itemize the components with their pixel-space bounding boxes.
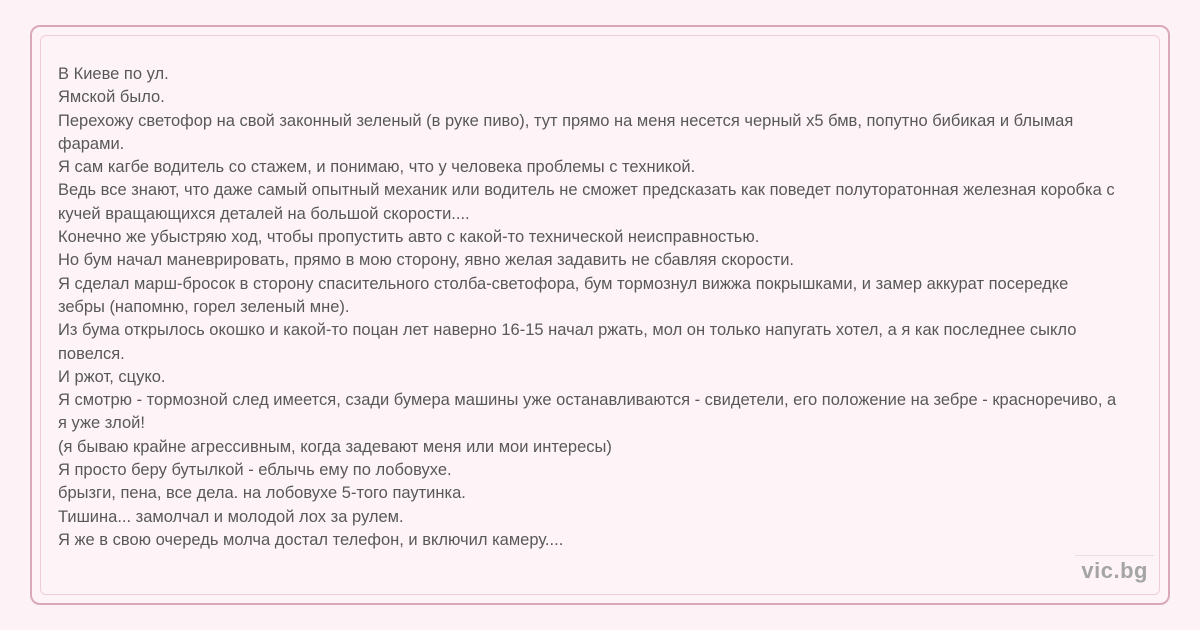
story-text: [58, 63, 1118, 552]
story-line: Ведь все знают, что даже самый опытный механик или водитель не сможет предсказать как поведет полуторатонная железная коробка с кучей вращающихся деталей на большой скорости....: [58, 181, 1115, 223]
story-line: Я сам кагбе водитель со стажем, и понимаю, что у человека проблемы с техникой.: [58, 158, 696, 177]
story-line: Но бум начал маневрировать, прямо в мою сторону, явно желая задавить не сбавляя скорости.: [58, 251, 794, 270]
story-line: Я смотрю - тормозной след имеется, сзади бумера машины уже останавливаются - свидетели, его положение на зебре - красноречиво, а я уже злой!: [58, 391, 1117, 433]
story-line: В Киеве по ул.: [58, 65, 169, 83]
quote-card: [30, 25, 1170, 605]
site-watermark: vic.bg: [1075, 555, 1154, 587]
story-line: Я сделал марш-бросок в сторону спасительного столба-светофора, бум тормознул вижжа покрышками, и замер аккурат посередке зебры (напомню, горел зеленый мне).: [58, 274, 1069, 316]
story-line: Конечно же убыстряю ход, чтобы пропустить авто с какой-то технической неисправностью.: [58, 228, 760, 247]
story-line: Я просто беру бутылкой - еблычь ему по лобовухе.: [58, 461, 452, 480]
story-line: Перехожу светофор на свой законный зеленый (в руке пиво), тут прямо на меня несется черный х5 бмв, попутно бибикая и блымая фарами.: [58, 111, 1074, 153]
story-line: И ржот, сцуко.: [58, 367, 166, 386]
story-line: Я же в свою очередь молча достал телефон, и включил камеру....: [58, 530, 564, 549]
story-line: Из бума открылось окошко и какой-то поцан лет наверно 16-15 начал ржать, мол он только напугать хотел, а я как последнее сыкло повелся.: [58, 321, 1077, 363]
story-line: (я бываю крайне агрессивным, когда задевают меня или мои интересы): [58, 437, 612, 456]
story-line: брызги, пена, все дела. на лобовухе 5-того паутинка.: [58, 484, 466, 503]
story-line: Ямской было.: [58, 88, 165, 107]
story-line: Тишина... замолчал и молодой лох за рулем.: [58, 507, 404, 526]
